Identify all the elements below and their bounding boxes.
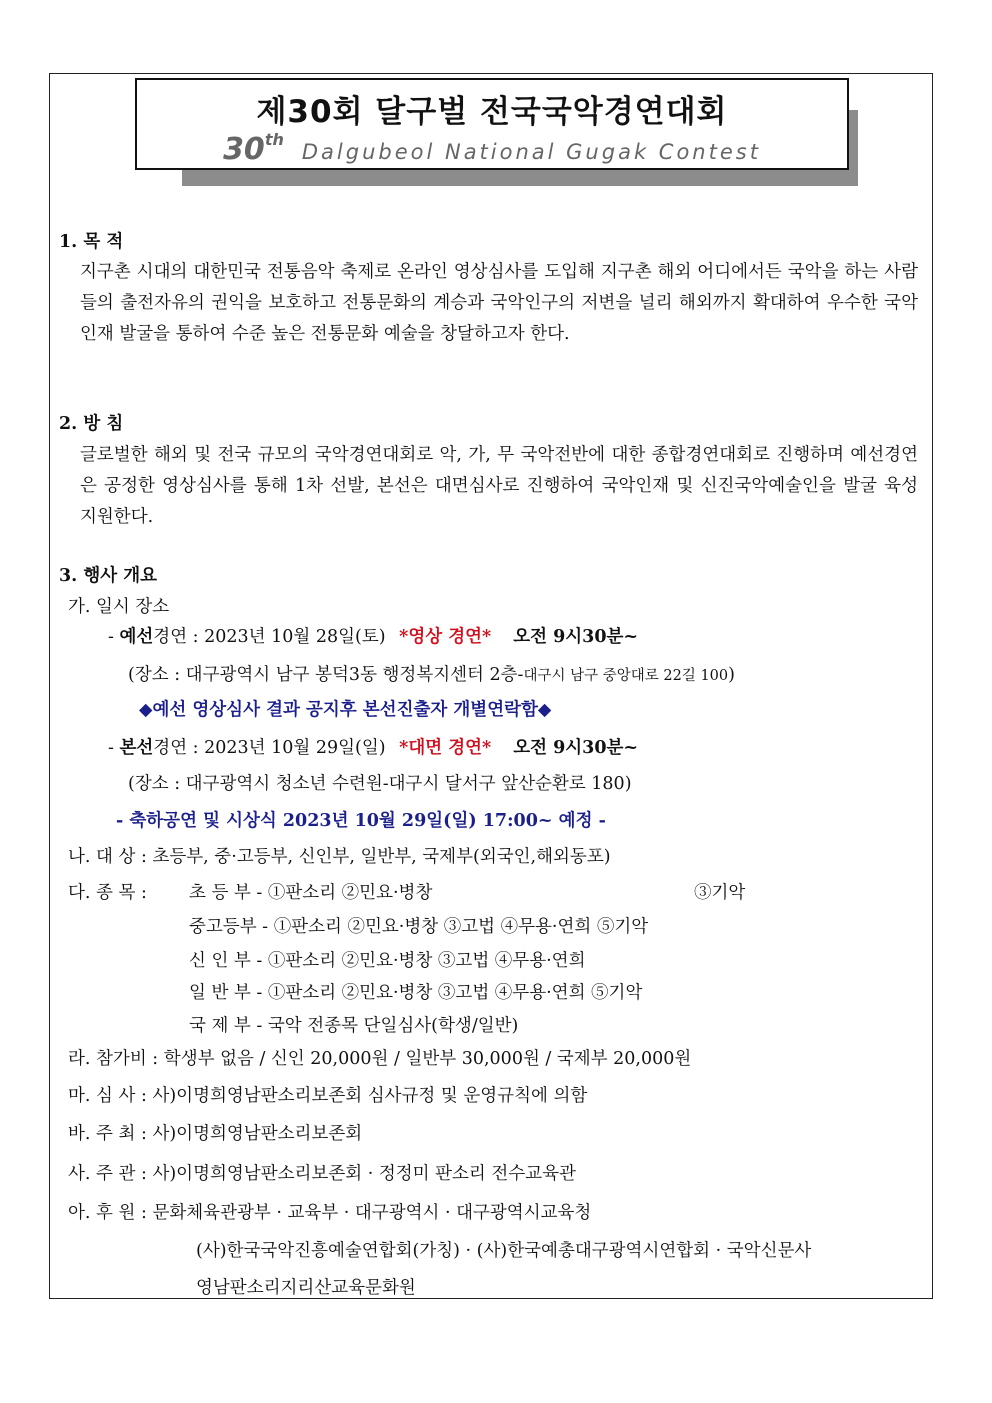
section-2-body: 글로벌한 해외 및 전국 규모의 국악경연대회로 악, 가, 무 국악전반에 대한 종합경연대회로 진행하며 예선경연은 공정한 영상심사를 통해 1차 선발, 본선은 대면심사로 진행하여 국악인재 및 신진국악예술인을 발굴 육성 지원한다. — [80, 445, 918, 527]
preliminary-place-close: ) — [728, 665, 735, 685]
subsection-ba — [68, 1123, 362, 1145]
ra-label: 라. 참가비 : — [68, 1049, 159, 1069]
final-date: 경연 : 2023년 10월 29일(일) — [153, 738, 392, 758]
event-row — [189, 1015, 518, 1037]
a-value: 문화체육관광부 · 교육부 · 대구광역시 · 대구광역시교육청 — [152, 1203, 592, 1223]
event-items: ①판소리 ②민요·병창 ③고법 ④무용·연희 ⑤기악 — [267, 983, 643, 1003]
event-row — [189, 916, 648, 938]
title-english-number: 30 — [223, 132, 265, 167]
preliminary-label: 예선 — [119, 627, 154, 647]
section-1-body: 지구촌 시대의 대한민국 전통음악 축제로 온라인 영상심사를 도입해 지구촌 해외 어디에서든 국악을 하는 사람들의 출전자유의 권익을 보호하고 전통문화의 계승과 국악인구의 저변을 널리 해외까지 확대하여 우수한 국악인재 발굴을 통하여 수준 높은 전통문화 예술을 창달하고자 한다. — [80, 262, 918, 344]
section-3-heading: 3. 행사 개요 — [59, 566, 158, 586]
preliminary-notice: ◆예선 영상심사 결과 공지후 본선진출자 개별연락함◆ — [139, 700, 552, 720]
title-english-text: Dalgubeol National Gugak Contest — [301, 140, 761, 164]
event-row — [189, 950, 585, 972]
final-label: 본선 — [119, 738, 154, 758]
sa-label: 사. 주 관 : — [68, 1164, 147, 1184]
event-items: ①판소리 ②민요·병창 — [267, 883, 433, 903]
subsection-sa — [68, 1163, 576, 1185]
preliminary-time: 오전 9시30분~ — [513, 627, 639, 647]
ma-value: 사)이명희영남판소리보존회 심사규정 및 운영규칙에 의함 — [152, 1086, 588, 1106]
sa-value: 사)이명희영남판소리보존회 · 정정미 판소리 전수교육관 — [152, 1164, 576, 1184]
event-division: 국 제 부 - — [189, 1016, 263, 1036]
event-items: ①판소리 ②민요·병창 ③고법 ④무용·연희 — [267, 951, 586, 971]
na-label: 나. 대 상 : — [68, 847, 147, 867]
a-label: 아. 후 원 : — [68, 1203, 147, 1223]
title-english — [137, 130, 847, 167]
final-mode: *대면 경연* — [399, 738, 492, 758]
event-row — [189, 882, 432, 904]
event-items: 국악 전종목 단일심사(학생/일반) — [267, 1016, 519, 1036]
final-place: (장소 : 대구광역시 청소년 수련원-대구시 달서구 앞산순환로 180) — [128, 774, 632, 794]
section-1-heading: 1. 목 적 — [59, 232, 124, 252]
title-korean: 제30회 달구벌 전국국악경연대회 — [256, 94, 728, 130]
preliminary-place-main: (장소 : 대구광역시 남구 봉덕3동 행정복지센터 2층- — [128, 665, 524, 685]
title-english-suffix: th — [264, 130, 284, 149]
subsection-a — [68, 1202, 591, 1224]
subsection-ma — [68, 1085, 587, 1107]
ba-label: 바. 주 최 : — [68, 1124, 147, 1144]
ceremony-line: - 축하공연 및 시상식 2023년 10월 29일(일) 17:00~ 예정 - — [116, 811, 606, 831]
final-line — [108, 737, 638, 759]
sponsor-line-3: 영남판소리지리산교육문화원 — [196, 1278, 416, 1298]
subsection-ra — [68, 1048, 691, 1070]
preliminary-place — [128, 664, 735, 687]
sponsor-line-2: (사)한국국악진흥예술연합회(가칭) · (사)한국예총대구광역시연합회 · 국악신문사 — [196, 1241, 812, 1261]
preliminary-place-address: 대구시 남구 중앙대로 22길 100 — [523, 668, 729, 684]
final-dash: - — [108, 738, 120, 758]
ma-label: 마. 심 사 : — [68, 1086, 147, 1106]
event-extra: ③기악 — [694, 883, 746, 903]
preliminary-line — [108, 626, 638, 648]
event-division: 초 등 부 - — [189, 883, 263, 903]
preliminary-mode: *영상 경연* — [399, 627, 492, 647]
title-box — [135, 78, 849, 170]
subsection-na — [68, 846, 611, 868]
subsection-ga: 가. 일시 장소 — [68, 597, 170, 617]
event-division: 일 반 부 - — [189, 983, 263, 1003]
event-row — [189, 982, 642, 1004]
event-items: ①판소리 ②민요·병창 ③고법 ④무용·연희 ⑤기악 — [273, 917, 649, 937]
section-2-heading: 2. 방 침 — [59, 414, 124, 434]
final-time: 오전 9시30분~ — [513, 738, 639, 758]
ra-value: 학생부 없음 / 신인 20,000원 / 일반부 30,000원 / 국제부 20,000원 — [163, 1049, 692, 1069]
preliminary-date: 경연 : 2023년 10월 28일(토) — [153, 627, 392, 647]
na-value: 초등부, 중·고등부, 신인부, 일반부, 국제부(외국인,해외동포) — [152, 847, 611, 867]
event-division: 중고등부 - — [189, 917, 269, 937]
ba-value: 사)이명희영남판소리보존회 — [152, 1124, 363, 1144]
da-label: 다. 종 목 : — [68, 883, 147, 903]
event-division: 신 인 부 - — [189, 951, 263, 971]
preliminary-dash: - — [108, 627, 120, 647]
